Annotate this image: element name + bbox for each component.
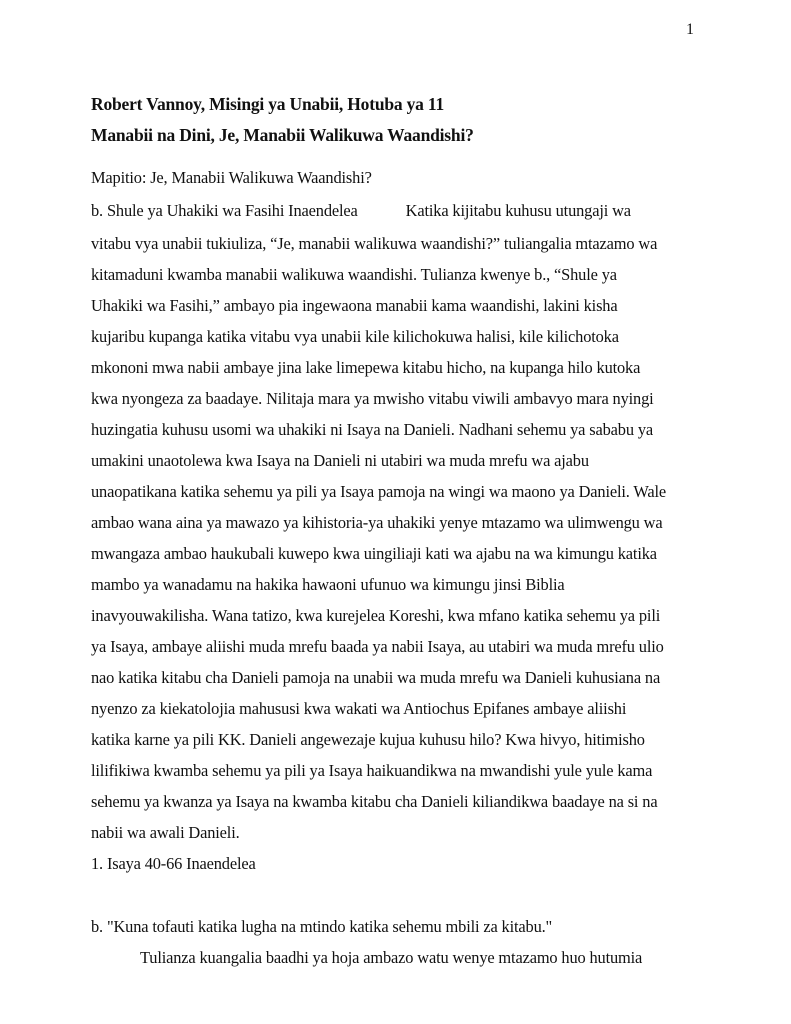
paragraph-line: nyenzo za kiekatolojia mahususi kwa wakati wa Antiochus Epifanes ambaye aliishi [91, 699, 627, 718]
section-b-label: b. Shule ya Uhakiki wa Fasihi Inaendelea [91, 201, 358, 220]
paragraph-line: katika karne ya pili KK. Danieli angewezaje kujua kuhusu hilo? Kwa hivyo, hitimisho [91, 730, 645, 749]
paragraph-line: umakini unaotolewa kwa Isaya na Danieli ni utabiri wa muda mrefu wa ajabu [91, 451, 589, 470]
paragraph-line: inavyouwakilisha. Wana tatizo, kwa kurejelea Koreshi, kwa mfano katika sehemu ya pili [91, 606, 661, 625]
paragraph-line: huzingatia kuhusu usomi wa uhakiki ni Isaya na Danieli. Nadhani sehemu ya sababu ya [91, 420, 653, 439]
paragraph-line: unaopatikana katika sehemu ya pili ya Isaya pamoja na wingi wa maono ya Danieli. Wale [91, 482, 667, 501]
paragraph-line: ya Isaya, ambaye aliishi muda mrefu baada ya nabii Isaya, au utabiri wa muda mrefu ulio [91, 637, 664, 656]
paragraph-line: kujaribu kupanga katika vitabu vya unabii kile kilichokuwa halisi, kile kilichotoka [91, 327, 619, 346]
paragraph-line: ambao wana aina ya mawazo ya kihistoria-ya uhakiki yenye mtazamo wa ulimwengu wa [91, 513, 663, 532]
section-1-first-line: Tulianza kuangalia baadhi ya hoja ambazo watu wenye mtazamo huo hutumia [140, 948, 643, 967]
paragraph-line: mwangaza ambao haukubali kuwepo kwa uingiliaji kati wa ajabu na wa kimungu katika [91, 544, 657, 563]
document-title: Robert Vannoy, Misingi ya Unabii, Hotuba ya 11 [91, 94, 445, 114]
paragraph-line: vitabu vya unabii tukiuliza, “Je, manabii walikuwa waandishi?” tuliangalia mtazamo wa [91, 234, 658, 253]
paragraph-line: nabii wa awali Danieli. [91, 823, 240, 842]
paragraph-line: kitamaduni kwamba manabii walikuwa waandishi. Tulianza kwenye b., “Shule ya [91, 265, 617, 284]
paragraph-line: mkononi mwa nabii ambaye jina lake limepewa kitabu hicho, na kupanga hilo kutoka [91, 358, 641, 377]
page-number: 1 [686, 21, 694, 38]
review-heading: Mapitio: Je, Manabii Walikuwa Waandishi? [91, 168, 372, 187]
paragraph-line: Katika kijitabu kuhusu utungaji wa [405, 201, 631, 220]
paragraph-line: kwa nyongeza za baadaye. Nilitaja mara ya mwisho vitabu viwili ambavyo mara nyingi [91, 389, 654, 408]
paragraph-line: sehemu ya kwanza ya Isaya na kwamba kitabu cha Danieli kiliandikwa baadaye na si na [91, 792, 658, 811]
paragraph-line: lilifikiwa kwamba sehemu ya pili ya Isaya haikuandikwa na mwandishi yule yule kama [91, 761, 653, 780]
paragraph-line: nao katika kitabu cha Danieli pamoja na unabii wa muda mrefu wa Danieli kuhusiana na [91, 668, 661, 687]
section-b-first-line [91, 201, 631, 221]
document-subtitle: Manabii na Dini, Je, Manabii Walikuwa Waandishi? [91, 125, 474, 145]
paragraph-line: mambo ya wanadamu na hakika hawaoni ufunuo wa kimungu jinsi Biblia [91, 575, 565, 594]
section-1-subheading: b. "Kuna tofauti katika lugha na mtindo katika sehemu mbili za kitabu." [91, 917, 553, 936]
paragraph-line: Uhakiki wa Fasihi,” ambayo pia ingewaona manabii kama waandishi, lakini kisha [91, 296, 618, 315]
section-1-heading: 1. Isaya 40-66 Inaendelea [91, 854, 256, 873]
